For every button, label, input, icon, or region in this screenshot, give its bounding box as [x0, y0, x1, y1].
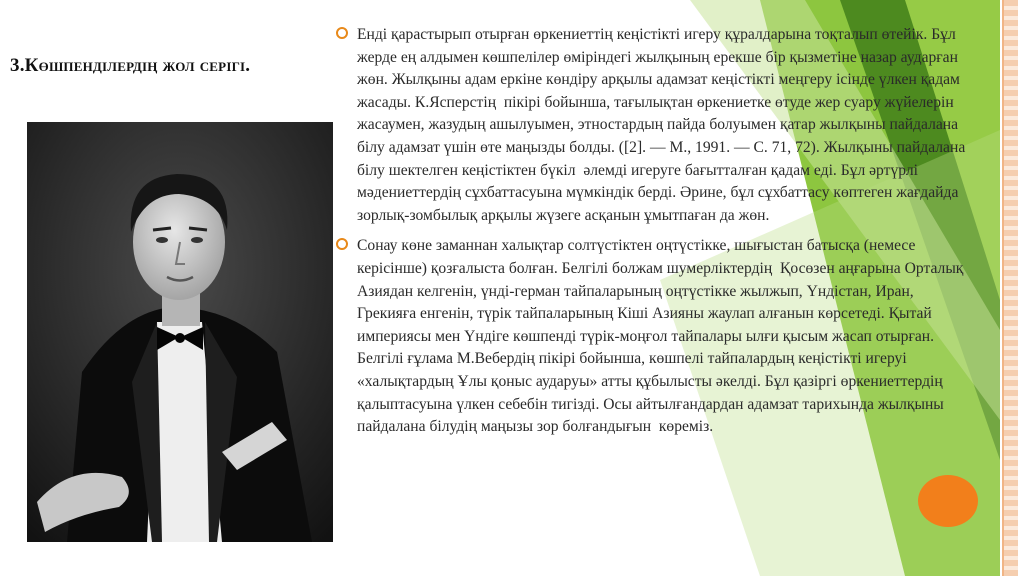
bullet-circle-icon	[336, 27, 348, 39]
bullet-item	[336, 235, 976, 438]
orange-circle-decoration	[918, 475, 978, 527]
slide-content	[336, 24, 976, 447]
portrait-illustration	[27, 122, 333, 542]
slide-title: 3.Көшпенділердің жол серігі.	[10, 55, 251, 76]
bullet-item	[336, 24, 976, 227]
side-accent-strip	[1004, 0, 1018, 576]
bullet-text: Енді қарастырып отырған өркениеттің кеңістікті игеру құралдарына тоқталып өтейік. Бұл жерде ең алдымен көшпелілер өміріндегі жылқының ерекше бір қызметіне назар аударған жөн. Жылқыны адам еркіне көндіру арқылы адамзат кеңістікті меңгеру ісінде үлкен қадам жасады. К.Ясперстің пікірі бойынша, тағылықтан өркениетке өтуде жер суару жүйелерін жасаумен, жазудың ашылуымен, этностардың пайда болуымен қатар жылқыны пайдалана білу адамзат үшін өте маңызды болды. ([2]. — М., 1991. — С. 71, 72). Жылқыны пайдалана білу шектелген кеңістіктен бүкіл әлемді игеруге бағытталған қадам еді. Бұл әртүрлі мәдениеттердің сұхбаттасуына мүмкіндік берді. Әрине, бұл сұхбаттасу көптеген жағдайда зорлық-зомбылық арқылы жүзеге асқанын ұмытпаған да жөн.	[357, 26, 970, 224]
portrait-image	[27, 122, 333, 542]
bullet-text: Сонау көне заманнан халықтар солтүстіктен оңтүстікке, шығыстан батысқа (немесе керісінше) қозғалыста болған. Белгілі болжам шумерліктердің Қосөзен аңғарына Орталық Азиядан келгенін, үнді-герман тайпаларының оңтүстікке жылжып, Үндістан, Иран, Грекияға енгенін, түрік тайпаларының Кіші Азияны жаулап алғанын көрсетеді. Қытай империясы мен Үндіге көшпенді түрік-моңғол тайпалары ылғи қысым жасап отырған. Белгілі ғұлама М.Вебердің пікірі бойынша, көшпелі тайпалардың кеңістікті игеруі «халықтардың Ұлы қоныс аударуы» атты құбылысты әкелді. Бұл қазіргі өркениеттердің қалыптасуына үлкен себебін тигізді. Осы айтылғандардан адамзат тарихында жылқыны пайдалана білудің маңызы зор болғандығын көреміз.	[357, 237, 968, 436]
bullet-circle-icon	[336, 238, 348, 250]
